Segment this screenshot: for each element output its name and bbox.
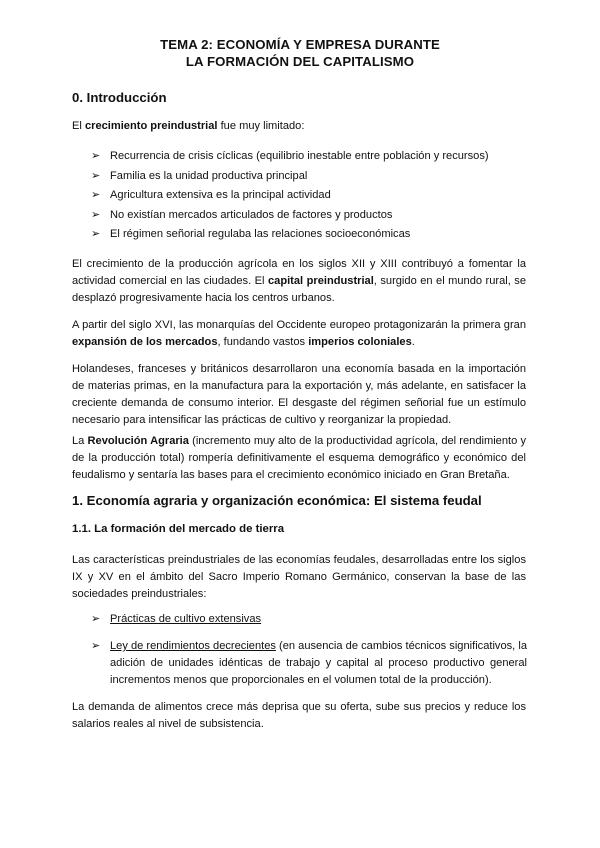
section1-paragraph-1 (72, 552, 526, 603)
paragraph-line: incrementos menos que proporcionales en el volumen total de la producción). (110, 674, 492, 686)
list-item (91, 187, 531, 207)
bullet-text: Agricultura extensiva es la principal actividad (110, 189, 331, 201)
intro-paragraph-1 (72, 256, 526, 307)
underlined-term: Prácticas de cultivo extensivas (110, 613, 262, 625)
section-heading-feudal-system: 1. Economía agraria y organización económica: El sistema feudal (72, 493, 482, 508)
paragraph-line: IX y XV en el ámbito del Sacro Imperio Romano Germánico, conservan la base de las (72, 571, 526, 583)
section1-paragraph-2 (72, 699, 526, 733)
bullet-text (91, 611, 527, 628)
list-item (91, 611, 527, 628)
underlined-term: Ley de rendimientos decrecientes (110, 640, 276, 652)
text-run: (incremento muy alto de la productividad agrícola, del rendimiento y (188, 435, 526, 447)
paragraph-line (110, 638, 527, 655)
paragraph-line: salarios reales al nivel de subsistencia. (72, 718, 264, 730)
lead-text-end: fue muy limitado: (217, 120, 305, 132)
bold-term: expansión de los mercados (72, 336, 218, 348)
bold-term: capital preindustrial (267, 275, 374, 287)
paragraph-line: La demanda de alimentos crece más deprisa que su oferta, sube sus precios y reduce los (72, 701, 526, 713)
bold-term: imperios coloniales (308, 336, 412, 348)
bullet-text: Recurrencia de crisis cíclicas (equilibrio inestable entre población y recursos) (110, 150, 489, 162)
text-run: . (411, 336, 415, 348)
section-heading-introduction: 0. Introducción (72, 90, 167, 105)
list-item (91, 168, 531, 188)
arrow-bullet-icon: ➢ (91, 169, 101, 182)
intro-lead-paragraph (72, 118, 526, 135)
list-item (91, 148, 531, 168)
paragraph-line: Holandeses, franceses y británicos desarrollaron una economía basada en la importación (72, 363, 526, 375)
list-item (91, 638, 527, 689)
document-title-line-1: TEMA 2: ECONOMÍA Y EMPRESA DURANTE (160, 37, 440, 52)
text-run: (en ausencia de cambios técnicos significativos, la (275, 640, 527, 652)
arrow-bullet-icon: ➢ (91, 189, 101, 201)
text-run: , surgido en el mundo rural, se (373, 275, 526, 287)
paragraph-line: creciente demanda de consumo interior. El desgaste del régimen señorial fue un estímulo (72, 397, 526, 409)
arrow-bullet-icon: ➢ (91, 640, 101, 652)
paragraph-line: Las características preindustriales de las economías feudales, desarrolladas entre los siglos (72, 554, 526, 566)
list-item (91, 226, 531, 246)
document-title-line-2: LA FORMACIÓN DEL CAPITALISMO (185, 54, 415, 69)
paragraph-line: necesario para intensificar las prácticas de cultivo y reorganizar la propiedad. (72, 414, 452, 426)
paragraph-line: A partir del siglo XVI, las monarquías del Occidente europeo protagonizarán la primera gran (72, 319, 526, 331)
list-item (91, 207, 531, 227)
bullet-text: El régimen señorial regulaba las relaciones socioeconómicas (110, 228, 411, 240)
arrow-bullet-icon: ➢ (91, 228, 101, 240)
bullet-text: Familia es la unidad productiva principal (110, 169, 308, 182)
text-run: La (72, 435, 88, 447)
text-run: actividad comercial en las ciudades. El (72, 275, 268, 287)
bold-term: Revolución Agraria (87, 435, 189, 447)
paragraph-line (72, 334, 526, 351)
paragraph-line: sociedades preindustriales: (72, 588, 207, 600)
paragraph-line: adición de unidades idénticas de trabajo y capital al proceso productivo general (110, 657, 527, 669)
lead-text: El (72, 120, 85, 132)
intro-paragraph-4 (72, 433, 526, 484)
arrow-bullet-icon: ➢ (91, 150, 101, 162)
paragraph-line: de materias primas, en la manufactura para la exportación y, más adelante, en satisfacer la (72, 380, 526, 392)
subsection-heading-land-market: 1.1. La formación del mercado de tierra (72, 523, 285, 535)
paragraph-line: de la producción total) rompería definitivamente el esquema demográfico y económico del (72, 452, 526, 464)
arrow-bullet-icon: ➢ (91, 613, 101, 625)
lead-bold-term: crecimiento preindustrial (84, 120, 218, 132)
arrow-bullet-icon: ➢ (91, 208, 101, 221)
intro-paragraph-2 (72, 317, 526, 351)
paragraph-line (72, 273, 526, 290)
paragraph-line: El crecimiento de la producción agrícola en los siglos XII y XIII contribuyó a fomentar la (72, 258, 526, 270)
paragraph-line: desplazó progresivamente hacia los centros urbanos. (72, 292, 335, 304)
intro-bullet-list (91, 148, 531, 246)
text-run: , fundando vastos (217, 336, 309, 348)
paragraph-line (72, 433, 526, 450)
intro-paragraph-3 (72, 361, 526, 429)
bullet-text: No existían mercados articulados de factores y productos (110, 208, 393, 221)
paragraph-line: feudalismo y sentaría las bases para el crecimiento económico iniciado en Gran Bretaña. (72, 469, 510, 481)
bullet-text (91, 638, 527, 689)
